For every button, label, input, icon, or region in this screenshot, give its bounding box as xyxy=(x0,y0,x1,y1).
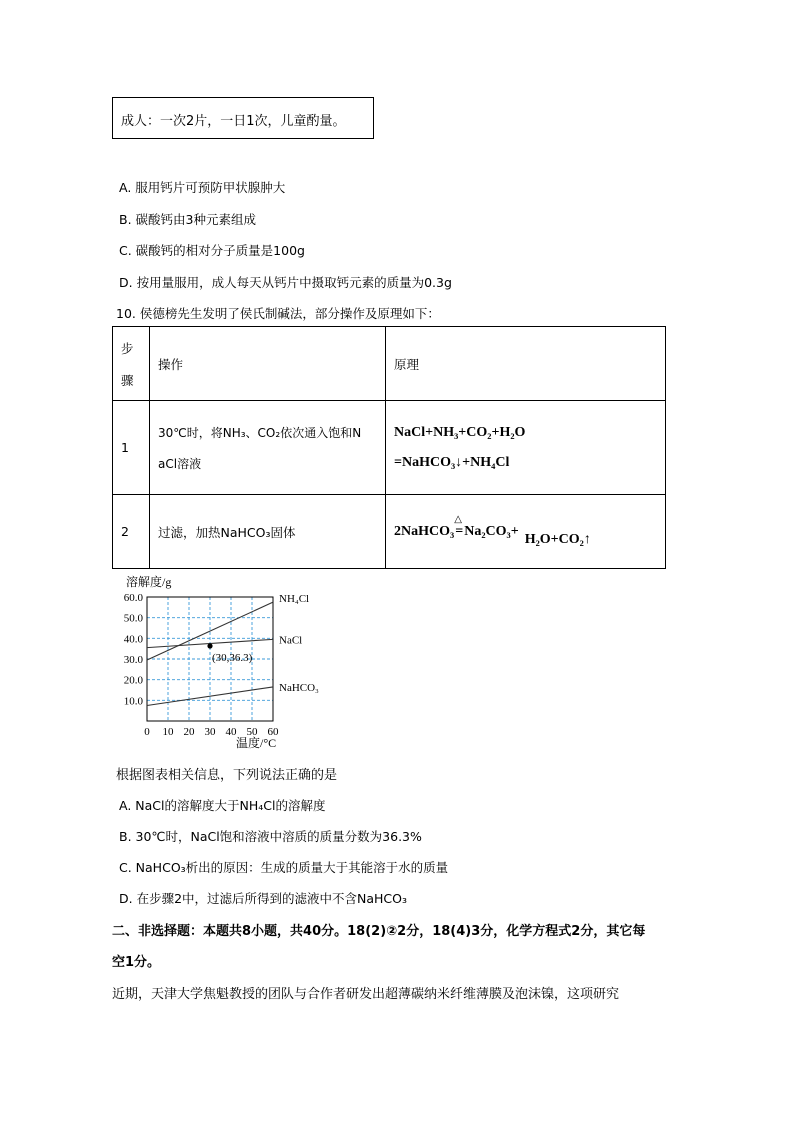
y-tick-label: 20.0 xyxy=(123,674,143,687)
x-tick-label: 50 xyxy=(246,726,258,738)
q9-option-a: A. 服用钙片可预防甲状腺肿大 xyxy=(119,180,286,195)
q10-stem: 10. 侯德榜先生发明了侯氏制碱法，部分操作及原理如下： xyxy=(116,306,440,321)
row2-step: 2 xyxy=(113,495,150,569)
x-tick-label: 40 xyxy=(225,726,237,738)
x-axis-label: 温度/°C xyxy=(236,736,277,750)
section-heading-line2: 空1分。 xyxy=(112,955,161,970)
q10-option-a: A. NaCl的溶解度大于NH₄Cl的溶解度 xyxy=(119,798,326,813)
header-principle: 原理 xyxy=(386,327,666,401)
q10-option-d: D. 在步骤2中，过滤后所得到的滤液中不含NaHCO₃ xyxy=(119,891,408,906)
series-label: NH₄Cl xyxy=(279,593,310,606)
x-tick-label: 60 xyxy=(267,726,279,738)
header-operation: 操作 xyxy=(150,327,386,401)
q10-option-b: B. 30℃时，NaCl饱和溶液中溶质的质量分数为36.3% xyxy=(119,829,422,844)
series-label: NaCl xyxy=(279,634,303,647)
header-step: 步 骤 xyxy=(113,327,150,401)
row1-equation: NaCl+NH₃+CO₂+H₂O =NaHCO₃↓+NH₄Cl xyxy=(386,401,666,495)
y-tick-label: 30.0 xyxy=(123,654,143,666)
annotation-label: (30,36.3) xyxy=(212,651,253,664)
passage-line: 近期，天津大学焦魁教授的团队与合作者研发出超薄碳纳米纤维薄膜及泡沫镍，这项研究 xyxy=(112,987,620,1002)
table-row xyxy=(113,401,666,495)
row1-step: 1 xyxy=(113,401,150,495)
dosage-box xyxy=(112,97,374,139)
x-tick-label: 10 xyxy=(162,726,174,738)
y-axis-label: 溶解度/g xyxy=(126,575,172,589)
q9-option-b: B. 碳酸钙由3种元素组成 xyxy=(119,212,256,227)
annotation-point xyxy=(207,643,212,648)
q10-option-c: C. NaHCO₃析出的原因：生成的质量大于其能溶于水的质量 xyxy=(119,860,449,875)
table-header-row xyxy=(113,327,666,401)
procedure-table xyxy=(112,326,666,569)
table-row xyxy=(113,495,666,569)
y-tick-label: 10.0 xyxy=(123,695,143,708)
x-tick-label: 30 xyxy=(204,726,216,738)
dosage-text: 成人：一次2片，一日1次，儿童酌量。 xyxy=(121,114,346,129)
x-tick-label: 20 xyxy=(183,726,195,738)
y-tick-label: 60.0 xyxy=(123,592,143,604)
solubility-chart xyxy=(112,572,332,752)
section-heading-line1: 二、非选择题：本题共8小题，共40分。18(2)②2分，18(4)3分，化学方程式2分，其它每 xyxy=(112,924,646,939)
row1-operation: 30℃时，将NH₃、CO₂依次通入饱和N aCl溶液 xyxy=(150,401,386,495)
series-label: NaHCO₃ xyxy=(279,681,319,694)
q9-option-d: D. 按用量服用，成人每天从钙片中摄取钙元素的质量为0.3g xyxy=(119,275,452,290)
row2-equation: 2NaHCO₃ △ =Na₂CO₃+H₂O+CO₂↑ xyxy=(386,495,666,569)
series-line xyxy=(147,602,273,660)
q10-prompt: 根据图表相关信息，下列说法正确的是 xyxy=(116,768,338,783)
row2-operation: 过滤，加热NaHCO₃固体 xyxy=(150,495,386,569)
q9-option-c: C. 碳酸钙的相对分子质量是100g xyxy=(119,243,305,258)
y-tick-label: 50.0 xyxy=(123,612,143,625)
x-tick-label: 0 xyxy=(144,726,150,738)
y-tick-label: 40.0 xyxy=(123,633,143,646)
